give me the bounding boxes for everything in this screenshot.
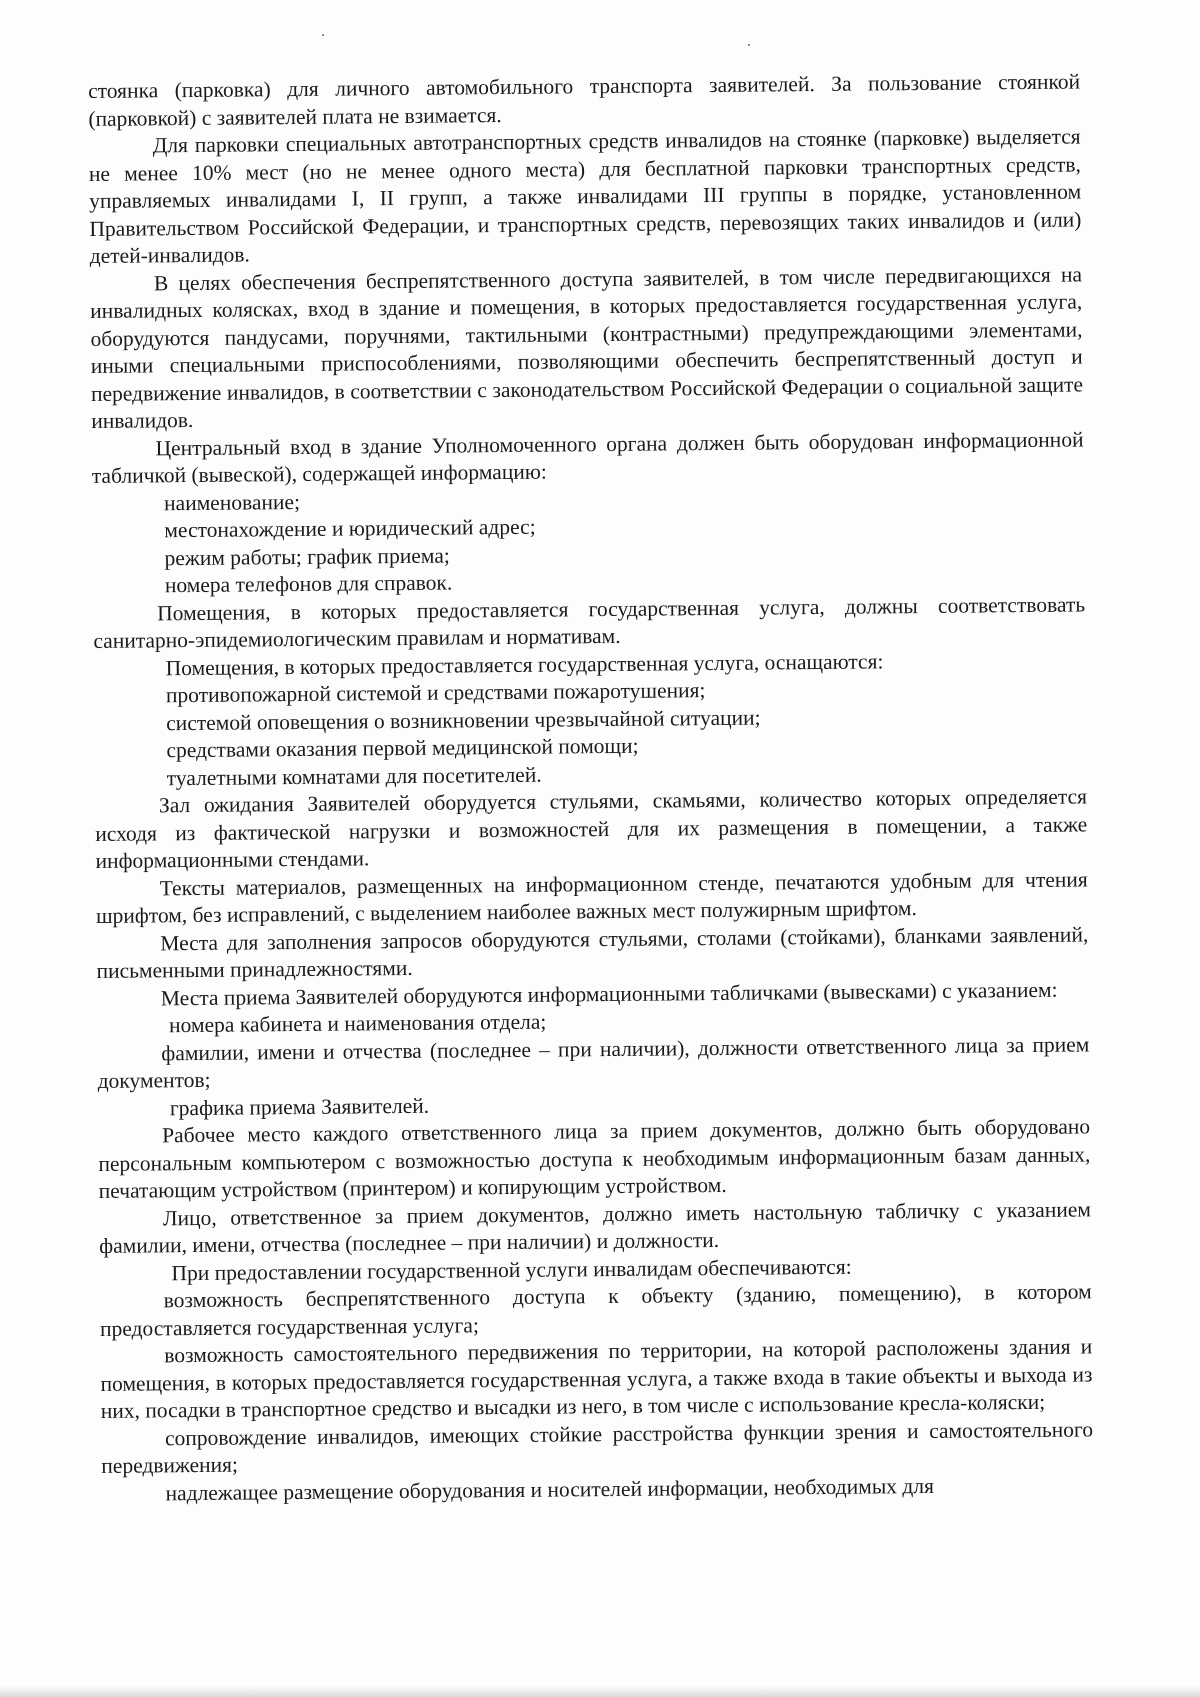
list-item: графика приема Заявителей.	[169, 1093, 430, 1120]
list-item: режим работы; график приема;	[164, 543, 450, 570]
paragraph: возможность беспрепятственного доступа к объекту (зданию, помещению), в котором предоставляется государственная услуга;	[99, 1279, 1092, 1341]
scan-speck	[322, 34, 324, 36]
list-item: номера кабинета и наименования отдела;	[168, 1009, 547, 1038]
list-item: наименование;	[163, 489, 301, 515]
paragraph: Помещения, в которых предоставляется государственная услуга, должны соответствовать санитарно-эпидемиологическим правилам и нормативам.	[93, 591, 1086, 653]
scan-bottom-edge	[0, 1686, 1200, 1697]
paragraph: возможность самостоятельного передвижения по территории, на которой расположены здания и помещения, в которых предоставляется государственная услуга, а также входа в такие объекты и выхода из них, посадки в транспортное средство и высадки из него, в том числе с использование кресла-коляски;	[100, 1334, 1093, 1423]
scan-speck	[748, 44, 750, 46]
paragraph: Центральный вход в здание Уполномоченного органа должен быть оборудован информационной табличкой (вывеской), содержащей информацию:	[91, 426, 1084, 488]
paragraph: Места приема Заявителей оборудуются информационными табличками (вывесками) с указанием:	[160, 977, 1058, 1010]
paragraph: Рабочее место каждого ответственного лица за прием документов, должно быть оборудовано персональным компьютером с возможностью доступа к необходимым информационным базам данных, печатающим устройством (принтером) и копирующим устройством.	[98, 1114, 1091, 1203]
paragraph: Тексты материалов, размещенных на информационном стенде, печатаются удобным для чтения шрифтом, без исправлений, с выделением наиболее важных мест полужирным шрифтом.	[95, 866, 1088, 928]
document-body	[88, 68, 1094, 1507]
list-item: противопожарной системой и средствами пожаротушения;	[165, 678, 706, 708]
paragraph: стоянка (парковка) для личного автомобильного транспорта заявителей. За пользование стоянкой (парковкой) с заявителей плата не взимается.	[88, 69, 1081, 131]
paragraph: В целях обеспечения беспрепятственного доступа заявителей, в том числе передвигающихся на инвалидных колясках, вход в здание и помещения, в которых предоставляется государственная услуга, оборудуются пандусами, поручнями, тактильными (контрастными) предупреждающими элементами, иными специальными приспособлениями, позволяющими обеспечить беспрепятственный доступ и передвижение инвалидов, в соответствии с законодательством Российской Федерации о социальной защите инвалидов.	[90, 261, 1084, 433]
list-item: номера телефонов для справок.	[164, 570, 453, 598]
paragraph: Для парковки специальных автотранспортных средств инвалидов на стоянке (парковке) выделяется не менее 10% мест (но не менее одного места) для бесплатной парковки транспортных средств, управляемых инвалидами I, II групп, а также инвалидами III группы в порядке, установленном Правительством Российской Федерации, и транспортных средств, перевозящих таких инвалидов и (или) детей-инвалидов.	[88, 124, 1082, 268]
list-item: туалетными комнатами для посетителей.	[166, 762, 542, 790]
paragraph: сопровождение инвалидов, имеющих стойкие расстройства функции зрения и самостоятельного передвижения;	[101, 1416, 1094, 1478]
list-item: местонахождение и юридический адрес;	[164, 514, 536, 543]
paragraph: надлежащее размещение оборудования и носителей информации, необходимых для	[165, 1473, 935, 1505]
list-item: Помещения, в которых предоставляется государственная услуга, оснащаются:	[165, 648, 884, 680]
paragraph: фамилии, имени и отчества (последнее – при наличии), должности ответственного лица за прием документов;	[97, 1031, 1090, 1093]
paragraph: Места для заполнения запросов оборудуются стульями, столами (стойками), бланками заявлений, письменными принадлежностями.	[96, 921, 1089, 983]
paragraph: Зал ожидания Заявителей оборудуется стульями, скамьями, количество которых определяется исходя из фактической нагрузки и возможностей для их размещения в помещении, а также информационными стендами.	[95, 784, 1088, 873]
list-item: системой оповещения о возникновении чрезвычайной ситуации;	[166, 705, 761, 735]
list-item: При предоставлении государственной услуги инвалидам обеспечиваются:	[171, 1254, 852, 1285]
paragraph: Лицо, ответственное за прием документов, должно иметь настольную табличку с указанием фамилии, имени, отчества (последнее – при наличии) и должности.	[99, 1196, 1092, 1258]
list-item: средствами оказания первой медицинской помощи;	[166, 733, 639, 763]
